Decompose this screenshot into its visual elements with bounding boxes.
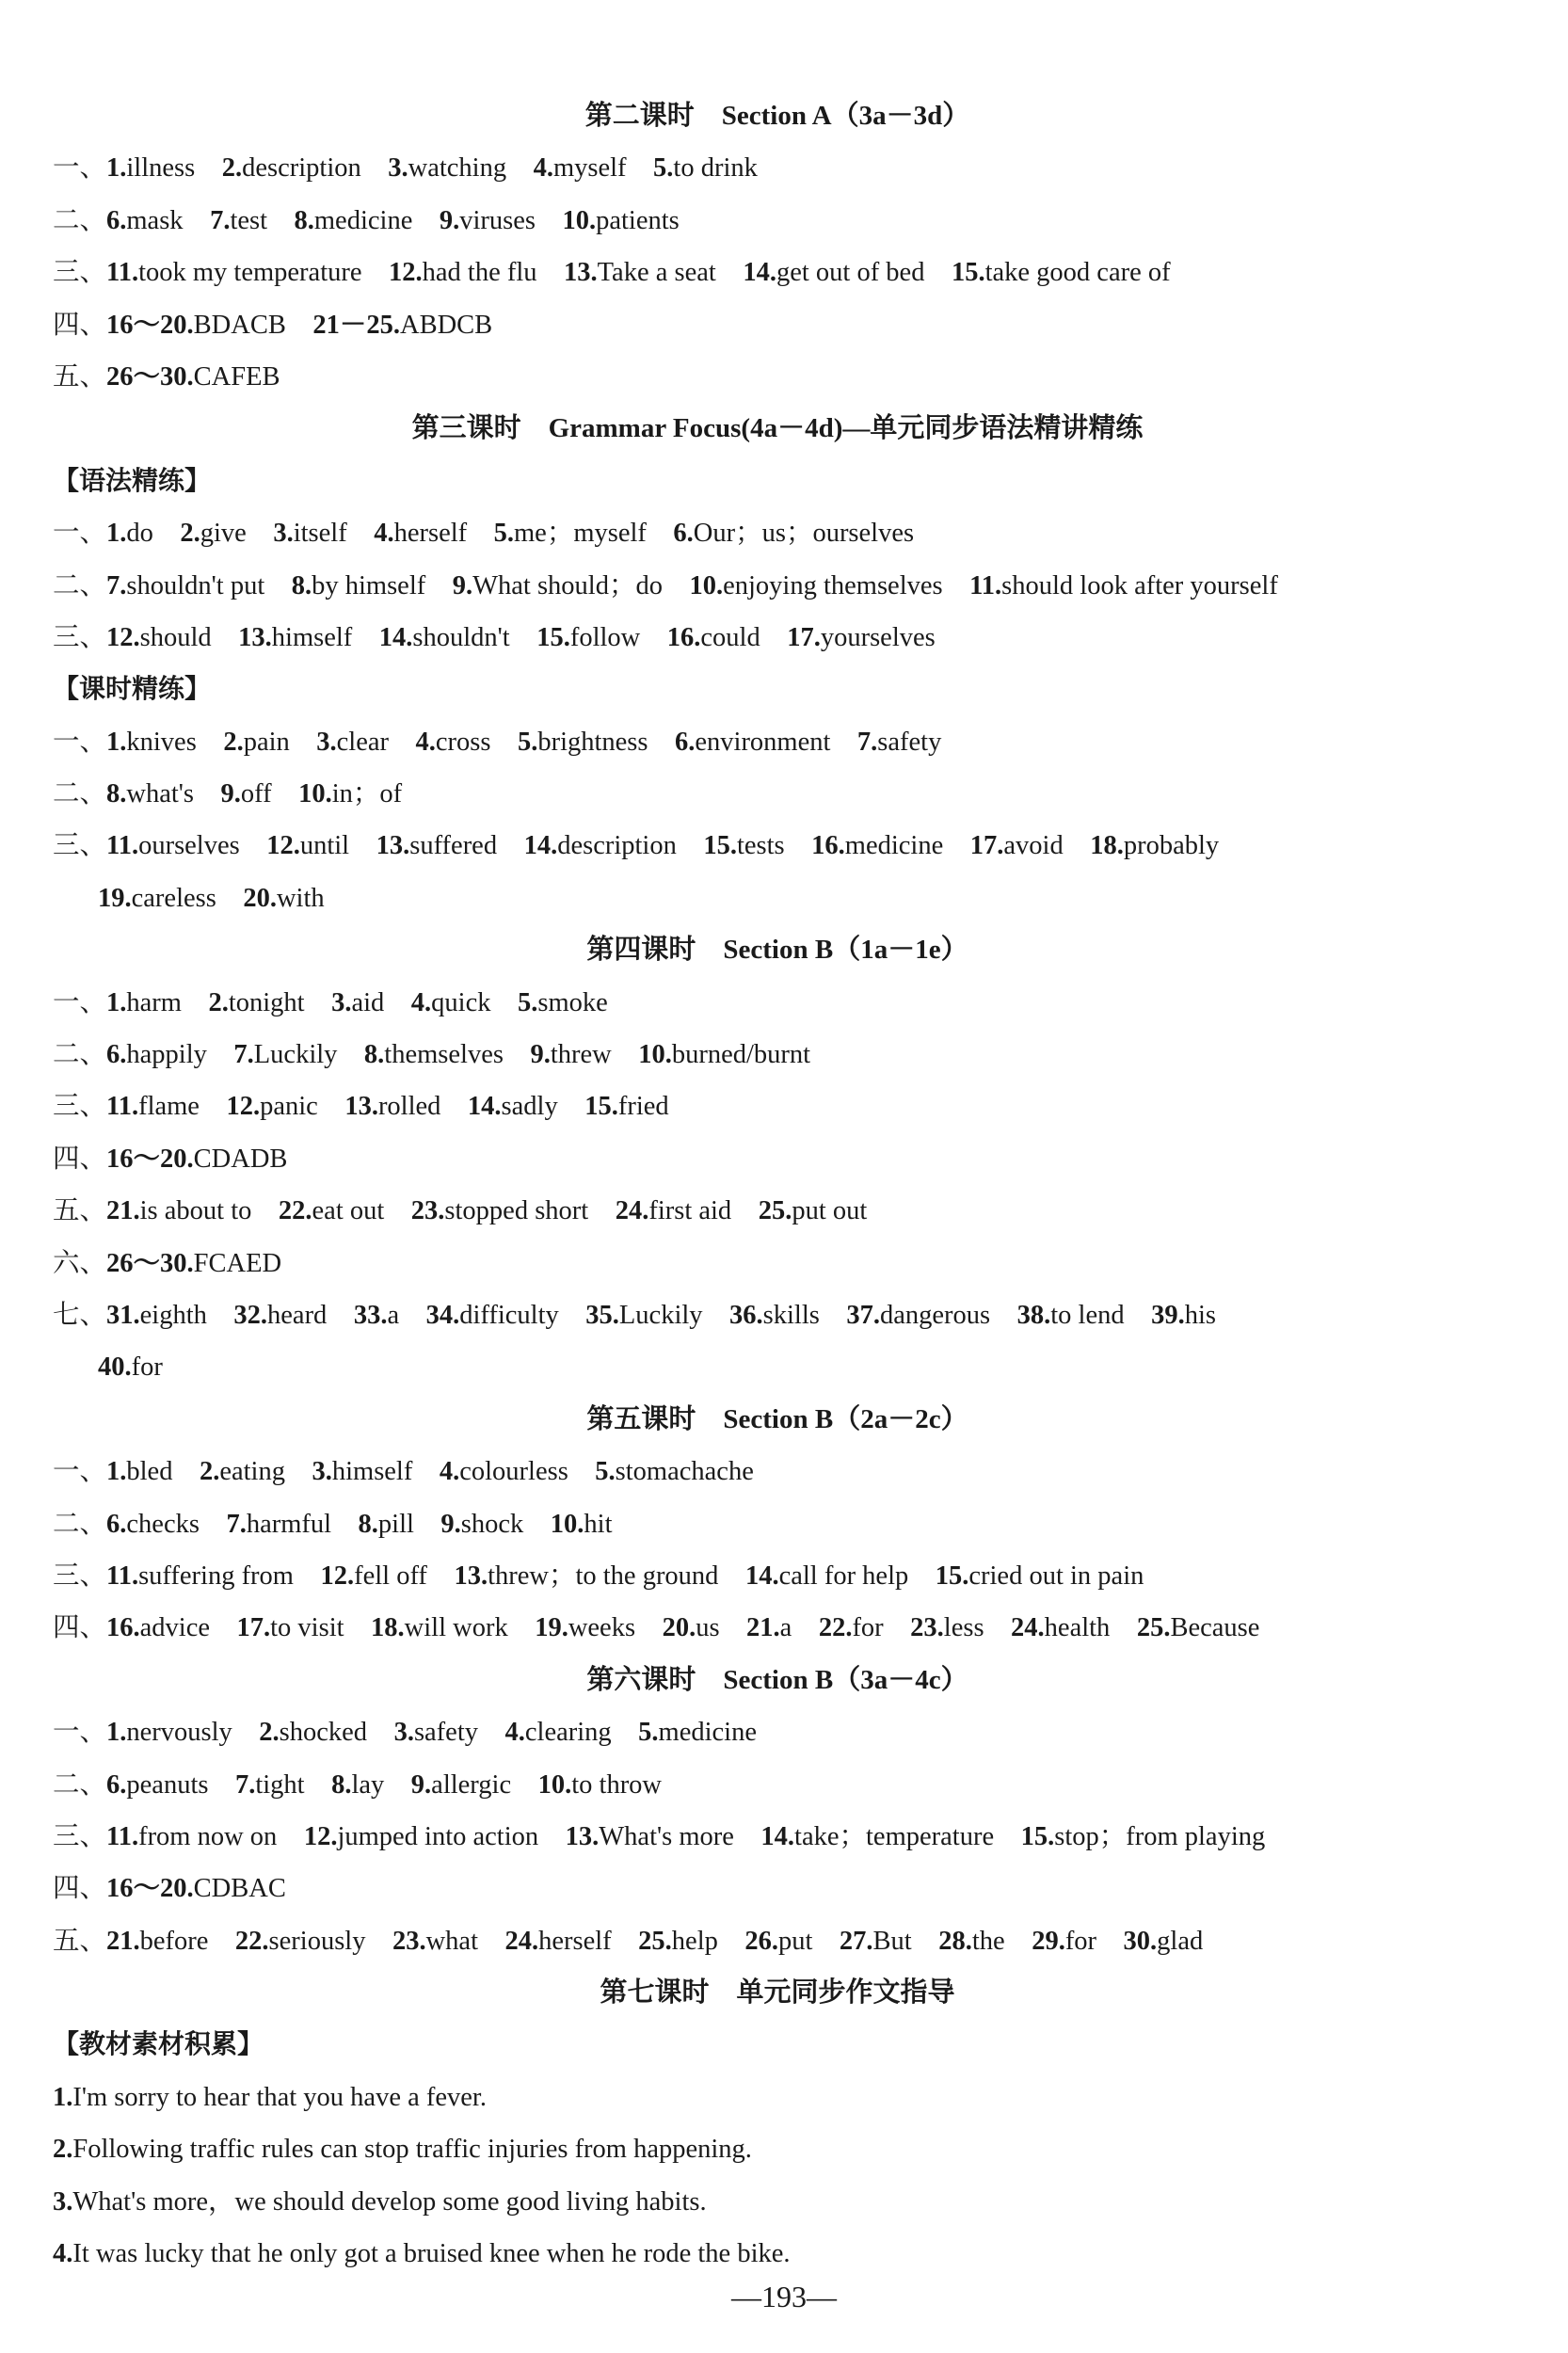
answer-line xyxy=(53,1498,1502,1550)
answer-items: 7.shouldn't put 8.by himself 9.What should；do 10.enjoying themselves 11.should look after yourself xyxy=(106,570,1278,600)
question-group-label: 一、 xyxy=(53,153,107,184)
answer-items: 26～30.FCAED xyxy=(106,1248,282,1278)
question-group-label: 二、 xyxy=(53,1769,107,1800)
answer-line xyxy=(53,1915,1502,1967)
question-group-label: 三、 xyxy=(53,1092,107,1122)
answer-items: 1.knives 2.pain 3.clear 4.cross 5.brightness 6.environment 7.safety xyxy=(106,727,942,757)
answer-line xyxy=(53,1133,1502,1185)
answer-line xyxy=(53,1550,1502,1602)
answer-line xyxy=(53,247,1502,298)
answer-items: 11.ourselves 12.until 13.suffered 14.description 15.tests 16.medicine 17.avoid 18.probably xyxy=(106,831,1220,861)
answer-items: 11.from now on 12.jumped into action 13.What's more 14.take；temperature 15.stop；from playing xyxy=(106,1821,1266,1851)
question-group-label: 三、 xyxy=(53,1821,107,1851)
answer-items: 31.eighth 32.heard 33.a 34.difficulty 35.Luckily 36.skills 37.dangerous 38.to lend 39.his xyxy=(106,1300,1217,1330)
answer-items: 4.It was lucky that he only got a bruised knee when he rode the bike. xyxy=(53,2239,791,2269)
question-group-label: 三、 xyxy=(53,831,107,861)
answer-line xyxy=(53,560,1502,612)
answer-items: 21.is about to 22.eat out 23.stopped short 24.first aid 25.put out xyxy=(106,1196,868,1226)
answer-items: 16～20.CDBAC xyxy=(106,1874,286,1904)
answer-line xyxy=(53,195,1502,247)
answer-line xyxy=(53,1759,1502,1811)
answer-items: 11.took my temperature 12.had the flu 13.Take a seat 14.get out of bed 15.take good care of xyxy=(106,258,1171,288)
answer-items: 1.do 2.give 3.itself 4.herself 5.me；myself 6.Our；us；ourselves xyxy=(106,519,915,549)
subsection-title: 【课时精练】 xyxy=(53,675,212,705)
subsection-title: 【教材素材积累】 xyxy=(53,2030,264,2060)
answer-items: 11.flame 12.panic 13.rolled 14.sadly 15.fried xyxy=(106,1092,669,1122)
answer-line xyxy=(53,1602,1502,1654)
answer-items: 40.for xyxy=(98,1353,163,1383)
answer-line xyxy=(53,872,1502,924)
answer-items: 1.bled 2.eating 3.himself 4.colourless 5.stomachache xyxy=(106,1457,754,1487)
answer-items: 21.before 22.seriously 23.what 24.herself 25.help 26.put 27.But 28.the 29.for 30.glad xyxy=(106,1926,1204,1956)
answer-items: 19.careless 20.with xyxy=(98,883,325,913)
answer-items: 26～30.CAFEB xyxy=(106,361,280,392)
answer-items: 6.peanuts 7.tight 8.lay 9.allergic 10.to throw xyxy=(106,1769,663,1800)
answer-line xyxy=(53,299,1502,351)
answer-line xyxy=(53,2228,1502,2280)
answer-items: 1.nervously 2.shocked 3.safety 4.clearing 5.medicine xyxy=(106,1718,757,1748)
answer-line xyxy=(53,977,1502,1029)
answer-items: 16～20.CDADB xyxy=(106,1144,288,1174)
answer-line xyxy=(53,1238,1502,1289)
answer-items: 11.suffering from 12.fell off 13.threw；to the ground 14.call for help 15.cried out in pain xyxy=(106,1561,1144,1591)
question-group-label: 二、 xyxy=(53,779,107,809)
answer-line xyxy=(53,1446,1502,1497)
answer-line xyxy=(53,1863,1502,1914)
answer-items: 6.happily 7.Luckily 8.themselves 9.threw 10.burned/burnt xyxy=(106,1040,811,1070)
question-group-label: 三、 xyxy=(53,258,107,288)
section-heading: 第三课时 Grammar Focus(4a－4d)—单元同步语法精讲精练 xyxy=(411,413,1144,444)
answer-items: 6.mask 7.test 8.medicine 9.viruses 10.patients xyxy=(106,205,680,235)
answer-items: 6.checks 7.harmful 8.pill 9.shock 10.hit xyxy=(106,1509,613,1539)
answer-line xyxy=(53,2072,1502,2123)
question-group-label: 二、 xyxy=(53,1509,107,1539)
question-group-label: 五、 xyxy=(53,1196,107,1226)
question-group-label: 二、 xyxy=(53,205,107,235)
question-group-label: 二、 xyxy=(53,570,107,600)
answer-items: 3.What's more，we should develop some good living habits. xyxy=(53,2186,707,2217)
subsection-title: 【语法精练】 xyxy=(53,466,212,496)
question-group-label: 六、 xyxy=(53,1248,107,1278)
answer-line xyxy=(53,612,1502,664)
answer-line xyxy=(53,716,1502,768)
question-group-label: 一、 xyxy=(53,1718,107,1748)
section-heading: 第七课时 单元同步作文指导 xyxy=(600,1977,955,2009)
answer-items: 2.Following traffic rules can stop traffic injuries from happening. xyxy=(53,2135,752,2165)
answer-line xyxy=(53,351,1502,403)
answer-line xyxy=(53,1185,1502,1237)
question-group-label: 一、 xyxy=(53,727,107,757)
page-number: —193— xyxy=(731,2280,837,2313)
answer-line xyxy=(53,2123,1502,2175)
answer-items: 1.I'm sorry to hear that you have a fever. xyxy=(53,2082,487,2112)
answer-items: 8.what's 9.off 10.in；of xyxy=(106,779,403,809)
answer-line xyxy=(53,1289,1502,1341)
answer-line xyxy=(53,507,1502,559)
answer-line xyxy=(53,820,1502,872)
question-group-label: 二、 xyxy=(53,1040,107,1070)
answer-line xyxy=(53,1706,1502,1758)
question-group-label: 三、 xyxy=(53,1561,107,1591)
answer-line xyxy=(53,142,1502,194)
section-heading: 第二课时 Section A（3a－3d） xyxy=(584,101,970,131)
question-group-label: 三、 xyxy=(53,622,107,652)
section-heading: 第四课时 Section B（1a－1e） xyxy=(586,935,968,966)
question-group-label: 四、 xyxy=(53,1613,107,1643)
answer-items: 1.harm 2.tonight 3.aid 4.quick 5.smoke xyxy=(106,987,608,1017)
question-group-label: 一、 xyxy=(53,1457,107,1487)
answer-line xyxy=(53,1811,1502,1863)
answer-content xyxy=(53,90,1502,2280)
section-heading: 第六课时 Section B（3a－4c） xyxy=(586,1664,968,1695)
question-group-label: 四、 xyxy=(53,1144,107,1174)
answer-items: 16～20.BDACB 21－25.ABDCB xyxy=(106,310,493,340)
question-group-label: 四、 xyxy=(53,1874,107,1904)
answer-line xyxy=(53,1080,1502,1132)
answer-items: 1.illness 2.description 3.watching 4.myself 5.to drink xyxy=(106,153,758,184)
question-group-label: 五、 xyxy=(53,361,107,392)
answer-line xyxy=(53,2176,1502,2228)
answer-line xyxy=(53,1341,1502,1393)
answer-items: 12.should 13.himself 14.shouldn't 15.follow 16.could 17.yourselves xyxy=(106,622,936,652)
answer-items: 16.advice 17.to visit 18.will work 19.weeks 20.us 21.a 22.for 23.less 24.health 25.Because xyxy=(106,1613,1260,1643)
answer-line xyxy=(53,768,1502,820)
section-heading: 第五课时 Section B（2a－2c） xyxy=(586,1403,968,1434)
question-group-label: 四、 xyxy=(53,310,107,340)
question-group-label: 七、 xyxy=(53,1300,107,1330)
question-group-label: 五、 xyxy=(53,1926,107,1956)
question-group-label: 一、 xyxy=(53,987,107,1017)
answer-line xyxy=(53,1029,1502,1080)
question-group-label: 一、 xyxy=(53,519,107,549)
